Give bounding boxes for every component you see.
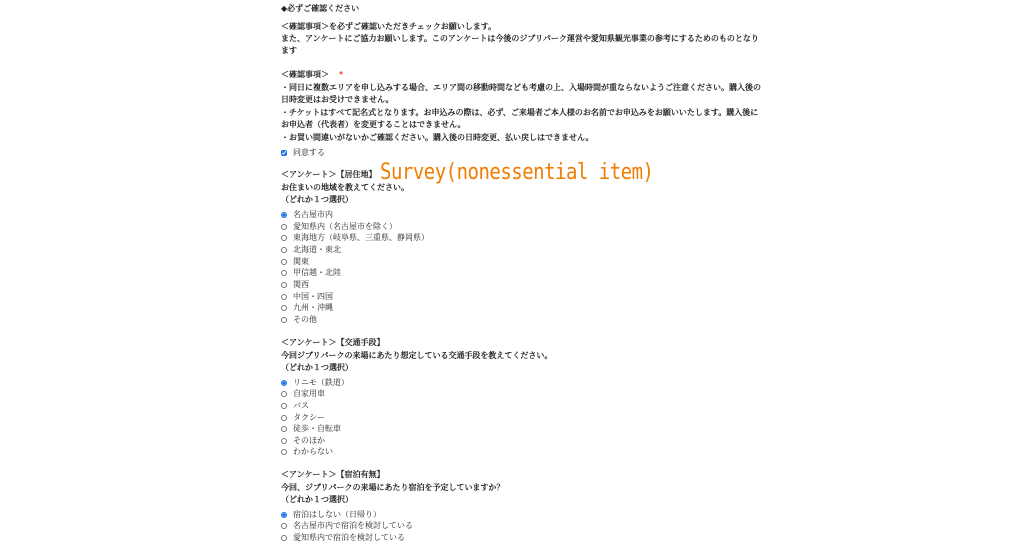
survey-notice-cont: ます	[281, 46, 297, 55]
residence-radio[interactable]	[281, 305, 287, 311]
residence-option[interactable]	[281, 267, 341, 278]
transport-option-label: 自家用車	[293, 389, 325, 398]
transport-option-label: 徒歩・自転車	[293, 424, 341, 433]
required-mark: *	[339, 70, 344, 79]
residence-radio[interactable]	[281, 212, 287, 218]
residence-radio[interactable]	[281, 270, 287, 276]
transport-radio[interactable]	[281, 415, 287, 421]
transport-option[interactable]	[281, 412, 325, 423]
residence-option-label: 北海道・東北	[293, 245, 341, 254]
residence-question: お住まいの地域を教えてください。	[281, 183, 409, 192]
residence-radio[interactable]	[281, 282, 287, 288]
transport-radio[interactable]	[281, 449, 287, 455]
residence-option[interactable]	[281, 232, 429, 243]
transport-radio[interactable]	[281, 403, 287, 409]
transport-option-label: わからない	[293, 447, 333, 456]
residence-option-label: 甲信越・北陸	[293, 268, 341, 277]
confirm-item-1a: ・同日に複数エリアを申し込みする場合、エリア間の移動時間なども考慮の上、入場時間が重ならないようご注意ください。購入後の	[281, 83, 761, 92]
transport-title: ＜アンケート＞【交通手段】	[281, 338, 385, 347]
residence-radio[interactable]	[281, 317, 287, 323]
transport-radio[interactable]	[281, 380, 287, 386]
lodging-option-label: 愛知県内で宿泊を検討している	[293, 533, 405, 542]
confirm-heading: ◆必ずご確認ください	[281, 4, 360, 13]
residence-radio[interactable]	[281, 224, 287, 230]
residence-option[interactable]	[281, 302, 333, 313]
lodging-title: ＜アンケート＞【宿泊有無】	[281, 470, 385, 479]
confirm-item-2a: ・チケットはすべて記名式となります。お申込みの際は、必ず、ご来場者ご本人様のお名前でお申込みをお願いいたします。購入後に	[281, 108, 759, 117]
lodging-option-label: 名古屋市内で宿泊を検討している	[293, 521, 413, 530]
transport-radio[interactable]	[281, 426, 287, 432]
residence-option-label: 名古屋市内	[293, 210, 333, 219]
transport-option-label: タクシー	[293, 413, 325, 422]
residence-option[interactable]	[281, 314, 317, 325]
residence-hint: （どれか１つ選択）	[281, 195, 353, 204]
transport-hint: （どれか１つ選択）	[281, 363, 353, 372]
residence-radio[interactable]	[281, 247, 287, 253]
residence-option-label: 愛知県内（名古屋市を除く）	[293, 222, 397, 231]
confirm-item-2b: お申込者（代表者）を変更することはできません。	[281, 120, 466, 129]
residence-radio[interactable]	[281, 259, 287, 265]
agree-label: 同意する	[293, 148, 325, 157]
transport-radio[interactable]	[281, 391, 287, 397]
lodging-question: 今回、ジブリパークの来場にあたり宿泊を予定していますか？	[281, 483, 505, 492]
survey-notice: また、アンケートにご協力お願いします。このアンケートは今後のジブリパーク運営や愛知県観光事業の参考にするためのものとなり	[281, 34, 759, 43]
residence-radio[interactable]	[281, 294, 287, 300]
lodging-radio[interactable]	[281, 523, 287, 529]
residence-radio[interactable]	[281, 235, 287, 241]
residence-option[interactable]	[281, 279, 309, 290]
transport-option[interactable]	[281, 435, 325, 446]
residence-option[interactable]	[281, 291, 333, 302]
confirm-items-title-text: ＜確認事項＞	[281, 70, 329, 79]
lodging-option[interactable]	[281, 532, 405, 543]
transport-option[interactable]	[281, 388, 325, 399]
lodging-option-label: 宿泊はしない（日帰り）	[293, 510, 381, 519]
lodging-radio[interactable]	[281, 512, 287, 518]
confirm-instruction: ＜確認事項＞を必ずご確認いただきチェックお願いします。	[281, 22, 497, 31]
residence-option-label: 関西	[293, 280, 309, 289]
residence-title: ＜アンケート＞【居住地】	[281, 170, 377, 179]
transport-radio[interactable]	[281, 438, 287, 444]
residence-option[interactable]	[281, 209, 333, 220]
lodging-option[interactable]	[281, 520, 413, 531]
confirm-item-3: ・お買い間違いがないかご確認ください。購入後の日時変更、払い戻しはできません。	[281, 133, 594, 142]
transport-option[interactable]	[281, 377, 349, 388]
lodging-radio[interactable]	[281, 535, 287, 541]
residence-option[interactable]	[281, 221, 397, 232]
residence-option-label: 東海地方（岐阜県、三重県、静岡県）	[293, 233, 429, 242]
lodging-option[interactable]	[281, 509, 381, 520]
transport-question: 今回ジブリパークの来場にあたり想定している交通手段を教えてください。	[281, 351, 553, 360]
transport-option-label: リニモ（鉄道）	[293, 378, 349, 387]
residence-option-label: 中国・四国	[293, 292, 333, 301]
confirm-items-title	[281, 69, 343, 80]
residence-option-label: 九州・沖縄	[293, 303, 333, 312]
transport-option-label: バス	[293, 401, 309, 410]
survey-annotation: Survey(nonessential item)	[380, 159, 654, 185]
residence-option[interactable]	[281, 256, 309, 267]
residence-option-label: 関東	[293, 257, 309, 266]
residence-option-label: その他	[293, 315, 317, 324]
confirm-item-1b: 日時変更はお受けできません。	[281, 95, 394, 104]
agree-checkbox[interactable]	[281, 150, 287, 156]
agree-checkbox-row[interactable]	[281, 147, 325, 158]
transport-option[interactable]	[281, 400, 309, 411]
transport-option[interactable]	[281, 423, 341, 434]
transport-option-label: そのほか	[293, 436, 325, 445]
transport-option[interactable]	[281, 446, 333, 457]
residence-option[interactable]	[281, 244, 341, 255]
lodging-hint: （どれか１つ選択）	[281, 495, 353, 504]
